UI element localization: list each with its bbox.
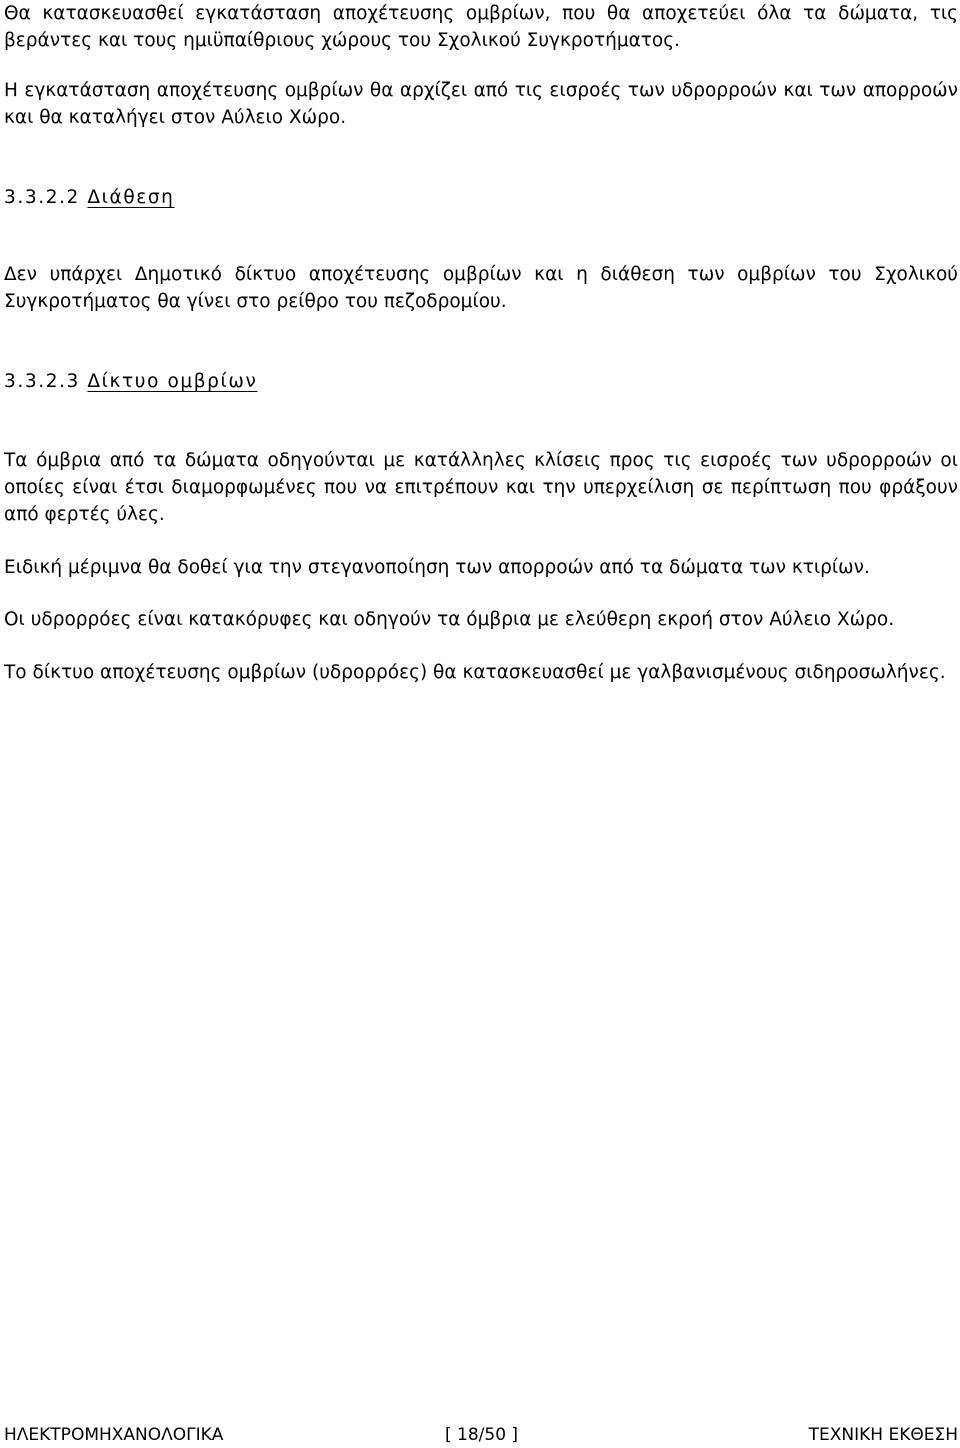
paragraph-drainage-intro: Θα κατασκευασθεί εγκατάσταση αποχέτευσης ομβρίων, που θα αποχετεύει όλα τα δώματα, τις βεράντες και τους ημιϋπαίθριους χώρους του Σχολικού Συγκροτήματος. [4, 3, 958, 51]
paragraph-disposal: Δεν υπάρχει Δημοτικό δίκτυο αποχέτευσης ομβρίων και η διάθεση των ομβρίων του Σχολικού Συγκροτήματος θα γίνει στο ρείθρο του πεζοδρομίου. [4, 264, 958, 312]
section-title: Διάθεση [87, 187, 175, 208]
footer-right-text: ΤΕΧΝΙΚΗ ΕΚΘΕΣΗ [808, 1425, 958, 1445]
page-footer [4, 1424, 958, 1446]
page-number: [ 18/50 ] [445, 1425, 519, 1445]
paragraph-waterproofing: Ειδική μέριμνα θα δοθεί για την στεγανοποίηση των απορροών από τα δώματα των κτιρίων. [4, 557, 870, 578]
section-title: Δίκτυο ομβρίων [87, 371, 258, 392]
paragraph-roof-drainage: Τα όμβρια από τα δώματα οδηγούνται με κατάλληλες κλίσεις προς τις εισροές των υδρορροών οι οποίες είναι έτσι διαμορφωμένες που να επιτρέπουν και την υπερχείλιση σε περίπτωση που φράξουν από φερτές ύλες. [4, 450, 958, 525]
paragraph-pipe-material: Το δίκτυο αποχέτευσης ομβρίων (υδρορρόες) θα κατασκευασθεί με γαλβανισμένους σιδηροσωλήνες. [4, 662, 946, 683]
footer-left-text: ΗΛΕΚΤΡΟΜΗΧΑΝΟΛΟΓΙΚΑ [4, 1425, 224, 1445]
section-number: 3.3.2.2 [4, 187, 80, 208]
section-heading-network [4, 368, 257, 395]
section-heading-disposal [4, 184, 175, 211]
paragraph-downpipes: Οι υδρορρόες είναι κατακόρυφες και οδηγούν τα όμβρια με ελεύθερη εκροή στον Αύλειο Χώρο. [4, 609, 895, 630]
paragraph-installation-scope: Η εγκατάσταση αποχέτευσης ομβρίων θα αρχίζει από τις εισροές των υδρορροών και των απορροών και θα καταλήγει στον Αύλειο Χώρο. [4, 80, 958, 128]
section-number: 3.3.2.3 [4, 371, 80, 392]
